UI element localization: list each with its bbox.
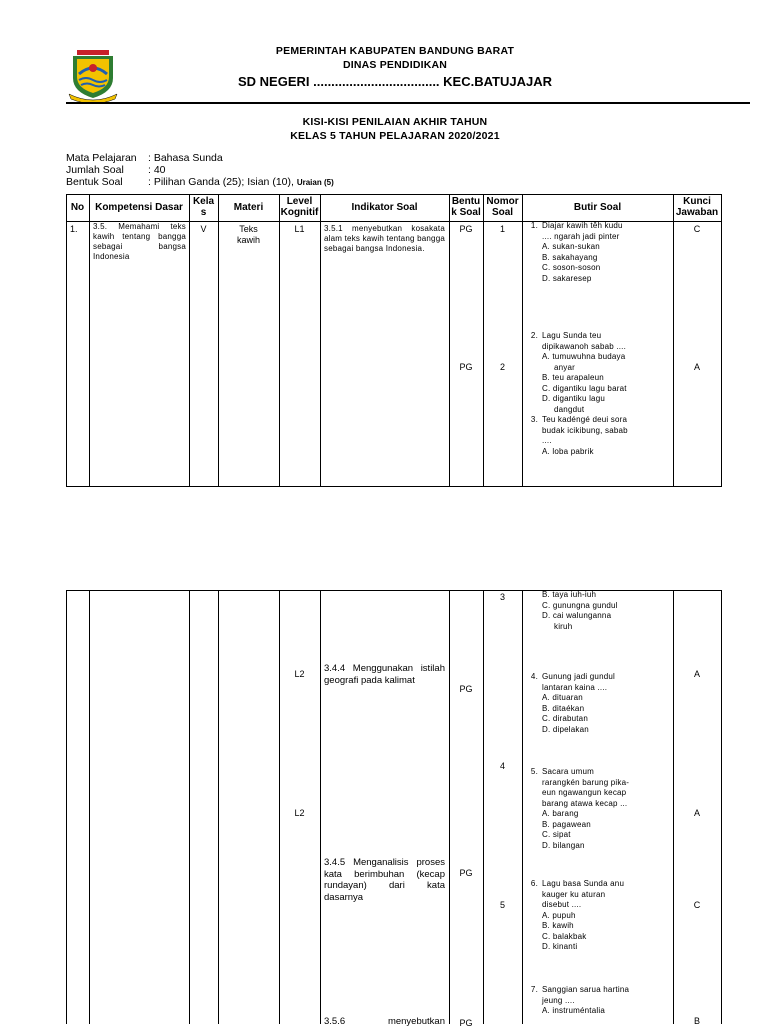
- q6-stem-1: Lagu basa Sunda anu: [542, 879, 625, 888]
- q4-stem-1: Gunung jadi gundul: [542, 672, 615, 681]
- q1-stem-1: Diajar kawih têh kudu: [542, 221, 623, 230]
- count-label: Jumlah Soal: [66, 164, 124, 176]
- q1-option-c: C. soson-soson: [542, 263, 601, 272]
- info-subject: [66, 152, 223, 164]
- question-4: [522, 672, 672, 735]
- p2-bentuk3: PG: [459, 684, 473, 694]
- row1-kelas: V: [200, 224, 207, 234]
- p2-bentuk4: PG: [459, 868, 473, 878]
- q3-option-d-cont: kiruh: [554, 621, 573, 631]
- info-count: [66, 164, 166, 176]
- q3-stem-1: Teu kadéngé deui sora: [542, 415, 628, 424]
- q2-num: 2.: [530, 331, 538, 340]
- row1-indikator: 3.5.1 menyebutkan kosakata alam teks kawih tentang bangga sebagai bangsa Indonesia.: [324, 224, 445, 253]
- doc-title: KISI-KISI PENILAIAN AKHIR TAHUN: [302, 116, 488, 128]
- th-indikator: Indikator Soal: [351, 202, 418, 213]
- p2-level2: L2: [294, 669, 305, 679]
- q5-stem-4: barang atawa kecap ...: [542, 798, 628, 808]
- header-line1: PEMERINTAH KABUPATEN BANDUNG BARAT: [275, 45, 515, 57]
- row1-materi: [218, 224, 279, 246]
- form-value: : Pilihan Ganda (25); Isian (10),: [148, 176, 294, 188]
- p2-kunci4: A: [693, 669, 700, 679]
- form-label: Bentuk Soal: [66, 176, 123, 188]
- p2-indikator4: 3.5.6 menyebutkan: [324, 1016, 445, 1027]
- th-kelas: [189, 196, 218, 218]
- q2-option-d-cont: dangdut: [554, 404, 585, 414]
- row1-level: L1: [294, 224, 305, 234]
- p2-indikator2: 3.4.4 Menggunakan istilah geografi pada kalimat: [324, 663, 445, 686]
- p2-bentuk5: PG: [459, 1018, 473, 1028]
- q5-option-b: B. pagawean: [542, 819, 591, 829]
- q5-stem-2: rarangkén barung pika-: [542, 777, 630, 787]
- kabupaten-logo: [67, 48, 119, 104]
- th-kelas-2: s: [200, 207, 207, 218]
- doc-subtitle: KELAS 5 TAHUN PELAJARAN 2020/2021: [290, 130, 500, 142]
- q5-stem-3: eun ngawangun kecap: [542, 788, 627, 797]
- q6-stem-2: kauger ku aturan: [542, 889, 606, 899]
- count-value: : 40: [148, 164, 166, 176]
- th-kompetensi: Kompetensi Dasar: [95, 202, 183, 213]
- th-no: No: [70, 202, 85, 213]
- q1-num: 1.: [530, 221, 538, 230]
- p2-indikator3: 3.4.5 Menganalisis proses kata berimbuhan (kecap rundayan) dari kata dasarnya: [324, 857, 445, 903]
- q2-stem-2: dipikawanoh sabab ....: [542, 341, 627, 351]
- q3-option-d: D. cai walunganna: [542, 611, 612, 620]
- question-6: [522, 879, 672, 953]
- q2-option-a: A. tumuwuhna budaya: [542, 352, 626, 361]
- q6-stem-3: disebut ....: [542, 900, 582, 909]
- question-1: [522, 221, 672, 284]
- q6-option-c: C. balakbak: [542, 931, 587, 941]
- header-line2: DINAS PENDIDIKAN: [342, 59, 448, 71]
- th-bentuk-1: Bentu: [451, 196, 481, 207]
- row1-nomor1: 1: [499, 224, 505, 234]
- q4-stem-2: lantaran kaina ....: [542, 682, 608, 692]
- subject-label: Mata Pelajaran: [66, 152, 137, 164]
- question-5: [522, 767, 672, 851]
- row1-materi-1: Teks: [239, 224, 258, 234]
- q1-option-d: D. sakaresep: [542, 273, 592, 283]
- q7-option-a: A. instruméntalia: [542, 1006, 605, 1015]
- q5-num: 5.: [530, 767, 538, 776]
- q2-option-c: C. digantiku lagu barat: [542, 383, 627, 393]
- q4-option-b: B. ditaékan: [542, 703, 585, 713]
- th-butir: Butir Soal: [573, 202, 622, 213]
- q5-option-c: C. sipat: [542, 830, 571, 839]
- q6-option-a: A. pupuh: [542, 910, 576, 920]
- q5-option-a: A. barang: [542, 809, 579, 818]
- q6-num: 6.: [530, 879, 538, 888]
- q7-stem-1: Sanggian sarua hartina: [542, 985, 630, 994]
- q6-option-d: D. kinanti: [542, 942, 578, 951]
- row1-nomor2: 2: [499, 362, 505, 372]
- question-7: [522, 985, 672, 1017]
- q3-stem-2: budak icikibung, sabab: [542, 425, 628, 435]
- info-form: [66, 176, 334, 189]
- q2-option-b: B. teu arapaleun: [542, 373, 604, 382]
- q3-option-c: C. gunungna gundul: [542, 600, 618, 610]
- p2-kunci6: C: [693, 900, 701, 910]
- th-nomor-1: Nomor: [486, 196, 519, 207]
- q7-stem-2: jeung ....: [542, 995, 575, 1005]
- q6-option-b: B. kawih: [542, 921, 574, 930]
- p2-kunci5: A: [693, 808, 700, 818]
- q1-option-a: A. sukan-sukan: [542, 242, 600, 251]
- row1-kd: 3.5. Memahami teks kawih tentang bangga sebagai bangsa Indonesia: [93, 222, 186, 261]
- q3-num: 3.: [530, 415, 538, 424]
- q4-option-c: C. dirabutan: [542, 714, 588, 723]
- q7-num: 7.: [530, 985, 538, 994]
- q5-option-d: D. bilangan: [542, 840, 585, 850]
- q4-option-a: A. dituaran: [542, 693, 583, 702]
- row1-bentuk1: PG: [459, 224, 473, 234]
- row1-kunci1: C: [693, 224, 701, 234]
- q3-option-a: A. loba pabrik: [542, 446, 594, 456]
- th-nomor-2: Soal: [491, 207, 514, 218]
- p2-nomor3: 3: [499, 592, 505, 602]
- th-kelas-1: Kela: [192, 196, 215, 207]
- q2-option-d: D. digantiku lagu: [542, 394, 605, 403]
- question-2: [522, 331, 672, 457]
- p2-level3: L2: [294, 808, 305, 818]
- th-level-2: Kognitif: [280, 207, 319, 218]
- form-extra: Uraian (5): [296, 178, 334, 187]
- row1-no: 1.: [70, 224, 78, 234]
- th-level: [279, 196, 320, 218]
- row1-kunci2: A: [693, 362, 700, 372]
- q2-stem-1: Lagu Sunda teu: [542, 331, 602, 340]
- row1-bentuk2: PG: [459, 362, 473, 372]
- q4-num: 4.: [530, 672, 538, 681]
- header-rule: [66, 102, 750, 104]
- p2-nomor5: 5: [499, 900, 505, 910]
- th-level-1: Level: [286, 196, 313, 207]
- question-3-cont: [522, 590, 672, 632]
- subject-value: : Bahasa Sunda: [148, 152, 223, 164]
- q3-option-b: B. taya iuh-iuh: [542, 590, 597, 599]
- row1-materi-2: kawih: [236, 235, 260, 245]
- th-nomor: [483, 196, 522, 218]
- school-name: SD NEGERI ................................... KEC.BATUJAJAR: [238, 74, 552, 89]
- p2-kunci7: B: [693, 1016, 700, 1026]
- p2-nomor4: 4: [499, 761, 505, 771]
- q4-option-d: D. dipelakan: [542, 724, 589, 734]
- q3-stem-3: ....: [542, 436, 552, 445]
- q1-option-b: B. sakahayang: [542, 252, 598, 262]
- th-materi: Materi: [233, 202, 264, 213]
- th-bentuk: [449, 196, 483, 218]
- q1-stem-2: .... ngarah jadi pinter: [542, 231, 620, 241]
- th-kunci: [673, 196, 721, 218]
- th-bentuk-2: k Soal: [451, 207, 481, 218]
- th-kunci-2: Jawaban: [675, 207, 719, 218]
- th-kunci-1: Kunci: [683, 196, 711, 207]
- q5-stem-1: Sacara umum: [542, 767, 594, 776]
- q2-option-a-cont: anyar: [554, 362, 576, 372]
